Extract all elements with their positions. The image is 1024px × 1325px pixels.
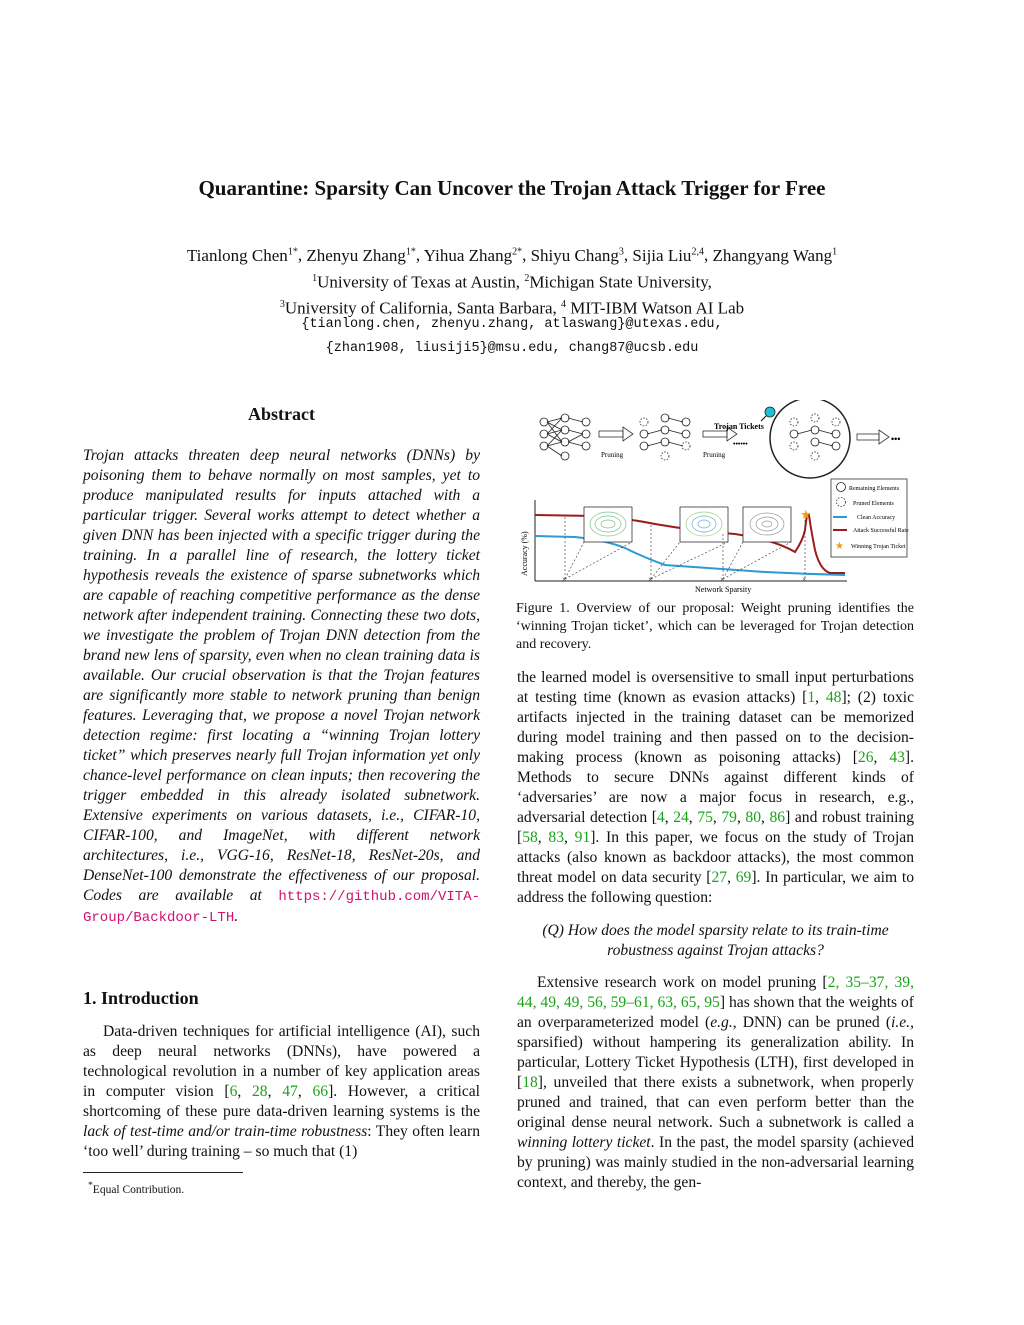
trojan-tickets-label: Trojan Tickets bbox=[714, 422, 764, 431]
citation-link[interactable]: 48 bbox=[825, 689, 842, 706]
citation-link[interactable]: 24 bbox=[673, 809, 689, 826]
legend-attack: Attack Successful Rate bbox=[853, 528, 909, 534]
svg-text:•••: ••• bbox=[891, 434, 901, 444]
pruning-arrow-icon bbox=[703, 427, 737, 459]
abstract-body: Trojan attacks threaten deep neural networks (DNNs) by poisoning them to behave normally on most samples, yet to produce manipulated results for inputs attached with a particular trigger. Several works attempt to detect whether a given DNN has been injected with a specific trigger during the training. In a parallel line of research, the lottery ticket hypothesis reveals the existence of sparse subnetworks which are capable of reaching competitive performance as the dense network after independent training. Connecting these two dots, we investigate the problem of Trojan DNN detection from the brand new lens of sparsity, even when no clean training data is available. Our crucial observation is that the Trojan features are significantly more stable to network pruning than benign features. Leveraging that, we propose a novel Trojan network detection regime: first locating a “winning Trojan lottery ticket” which preserves nearly full Trojan information yet only chance-level performance on clean inputs; then recovering the trigger embedded in this already isolated subnetwork. Extensive experiments on various datasets, i.e., CIFAR-10, CIFAR-100, and ImageNet, with different network architectures, i.e., VGG-16, ResNet-18, ResNet-20s, and DenseNet-100 demonstrate the effectiveness of our proposal. Codes are available at https://github.com/VITA-Group/Backdoor-LTH. bbox=[83, 447, 480, 926]
affiliation-line: $^1$University of Texas at Austin, $^2$Michigan State University, bbox=[312, 272, 712, 292]
y-axis-label: Accuracy (%) bbox=[520, 531, 529, 576]
dense-network-icon bbox=[540, 414, 590, 460]
citation-link[interactable]: 69 bbox=[735, 869, 752, 886]
intro-paragraph: Data-driven techniques for artificial intelligence (AI), such as deep neural networks (DNNs), have powered a technological revolution in a number of key application areas in computer vision [6, 28, 47, 66]. However, a critical shortcoming of these pure data-driven learning systems is the lack of test-time and/or train-time robustness: They often learn ‘too well’ during training – so much that (1) bbox=[83, 1023, 481, 1160]
winning-ticket-network-icon bbox=[770, 400, 850, 478]
pruning-arrow-icon bbox=[599, 427, 633, 459]
citation-link[interactable]: 1 bbox=[807, 689, 816, 706]
legend-star-icon: ★ bbox=[835, 541, 844, 552]
legend-remaining: Remaining Elements bbox=[849, 486, 900, 492]
email-line: {tianlong.chen, zhenyu.zhang, atlaswang}@utexas.edu, bbox=[301, 317, 723, 332]
section-heading: 1. Introduction bbox=[83, 988, 199, 1008]
sparsity-markers bbox=[562, 575, 807, 584]
svg-text:×: × bbox=[720, 575, 725, 584]
pruning-label: Pruning bbox=[601, 451, 624, 459]
magnifier-icon bbox=[761, 407, 775, 421]
ellipsis-dots: •••••• bbox=[733, 440, 748, 448]
figure-1 bbox=[515, 400, 915, 600]
svg-text:×: × bbox=[802, 575, 807, 584]
author-block bbox=[0, 240, 1024, 320]
legend-pruned: Pruned Elements bbox=[853, 501, 894, 507]
output-arrow-icon bbox=[857, 430, 900, 444]
affiliation-line: $^3$University of California, Santa Barbara, $^4$ MIT-IBM Watson AI Lab bbox=[279, 298, 745, 318]
pruning-label: Pruning bbox=[703, 451, 726, 459]
citation-link[interactable]: 79 bbox=[721, 809, 737, 826]
x-axis-label: Network Sparsity bbox=[695, 585, 752, 594]
svg-text:×: × bbox=[562, 575, 567, 584]
legend bbox=[831, 479, 909, 557]
author: Sijia Liu$^{2,4}$ bbox=[632, 245, 704, 265]
figure-1-diagram bbox=[515, 400, 915, 600]
loss-landscape-thumbnail bbox=[680, 507, 728, 542]
citation-link[interactable]: 28 bbox=[252, 1083, 268, 1100]
citation-link[interactable]: 47 bbox=[282, 1083, 298, 1100]
winning-ticket-star-icon: ★ bbox=[800, 507, 812, 522]
pruned-network-icon bbox=[640, 414, 690, 460]
citation-link[interactable]: 4 bbox=[656, 809, 665, 826]
author-list: Tianlong Chen$^{1*}$, Zhenyu Zhang$^{1*}$, Yihua Zhang$^{2*}$, Shiyu Chang$^3$, Sijia Liu$^{2,4}$, Zhangyang Wang$^1$ bbox=[186, 245, 838, 265]
loss-landscape-thumbnail bbox=[743, 507, 791, 542]
legend-clean: Clean Accuracy bbox=[857, 515, 896, 521]
citation-link[interactable]: 26 bbox=[857, 749, 874, 766]
footnote-rule bbox=[83, 1172, 243, 1173]
right-paragraph-2: Extensive research work on model pruning [2, 35–37, 39, 44, 49, 49, 56, 59–61, 63, 65, 95] has shown that the weights of an overparameterized model (e.g., DNN) can be pruned (i.e., sparsified) without hampering its generalization ability. In particular, Lottery Ticket Hypothesis (LTH), first developed in [18], unveiled that there exists a subnetwork, when properly pruned and trained, that can even perform better than the original dense neural network. Such a subnetwork is called a winning lottery ticket. In the past, the model sparsity (achieved by pruning) was mainly studied in the non-adversarial learning context, and thereby, the gen- bbox=[517, 974, 915, 1191]
citation-link[interactable]: 80 bbox=[745, 809, 762, 826]
citation-link[interactable]: 83 bbox=[548, 829, 565, 846]
citation-link[interactable]: 2, 35–37, 39, 44, 49, 49, 56, 59–61, 63, 65, 95 bbox=[517, 974, 915, 1011]
citation-link[interactable]: 66 bbox=[312, 1083, 329, 1100]
abstract-heading: Abstract bbox=[248, 404, 315, 424]
email-line: {zhan1908, liusiji5}@msu.edu, chang87@ucsb.edu bbox=[325, 341, 699, 356]
citation-link[interactable]: 86 bbox=[769, 809, 786, 826]
author: Shiyu Chang$^3$ bbox=[530, 245, 624, 265]
citation-link[interactable]: 91 bbox=[574, 829, 591, 846]
svg-text:×: × bbox=[648, 575, 653, 584]
author: Zhangyang Wang$^1$ bbox=[712, 245, 838, 265]
citation-link[interactable]: 58 bbox=[522, 829, 538, 846]
author: Yihua Zhang$^{2*}$ bbox=[423, 245, 523, 265]
footnote: *Equal Contribution. bbox=[88, 1180, 185, 1196]
citation-link[interactable]: 27 bbox=[711, 869, 728, 886]
citation-link[interactable]: 18 bbox=[522, 1074, 538, 1091]
citation-link[interactable]: 6 bbox=[229, 1083, 238, 1100]
paper-title: Quarantine: Sparsity Can Uncover the Trojan Attack Trigger for Free bbox=[198, 176, 826, 200]
code-link[interactable]: https://github.com/VITA-Group/Backdoor-LTH bbox=[83, 889, 480, 926]
loss-landscape-thumbnail bbox=[584, 507, 632, 542]
author: Tianlong Chen$^{1*}$ bbox=[186, 245, 298, 265]
citation-link[interactable]: 43 bbox=[889, 749, 905, 766]
research-question: (Q) How does the model sparsity relate to its train-time robustness against Trojan attacks? bbox=[542, 922, 889, 959]
author: Zhenyu Zhang$^{1*}$ bbox=[306, 245, 416, 265]
right-paragraph: the learned model is oversensitive to small input perturbations at testing time (known as evasion attacks) [1, 48]; (2) toxic artifacts injected in the training dataset can be memorized during model training and then passed on to the decision-making process (known as poisoning attacks) [26, 43]. Methods to secure DNNs against different kinds of ‘adversaries’ are now a major focus in research, e.g., adversarial detection [4, 24, 75, 79, 80, 86] and robust training [58, 83, 91]. In this paper, we focus on the study of Trojan attacks (also known as backdoor attacks), the most common threat model on data security [27, 69]. In particular, we aim to address the following question: bbox=[517, 669, 915, 906]
citation-link[interactable]: 75 bbox=[697, 809, 713, 826]
legend-winning: Winning Trojan Ticket bbox=[851, 544, 906, 550]
figure-caption: Figure 1. Overview of our proposal: Weight pruning identifies the ‘winning Trojan ticket’, which can be leveraged for Trojan detection and recovery. bbox=[516, 601, 914, 652]
